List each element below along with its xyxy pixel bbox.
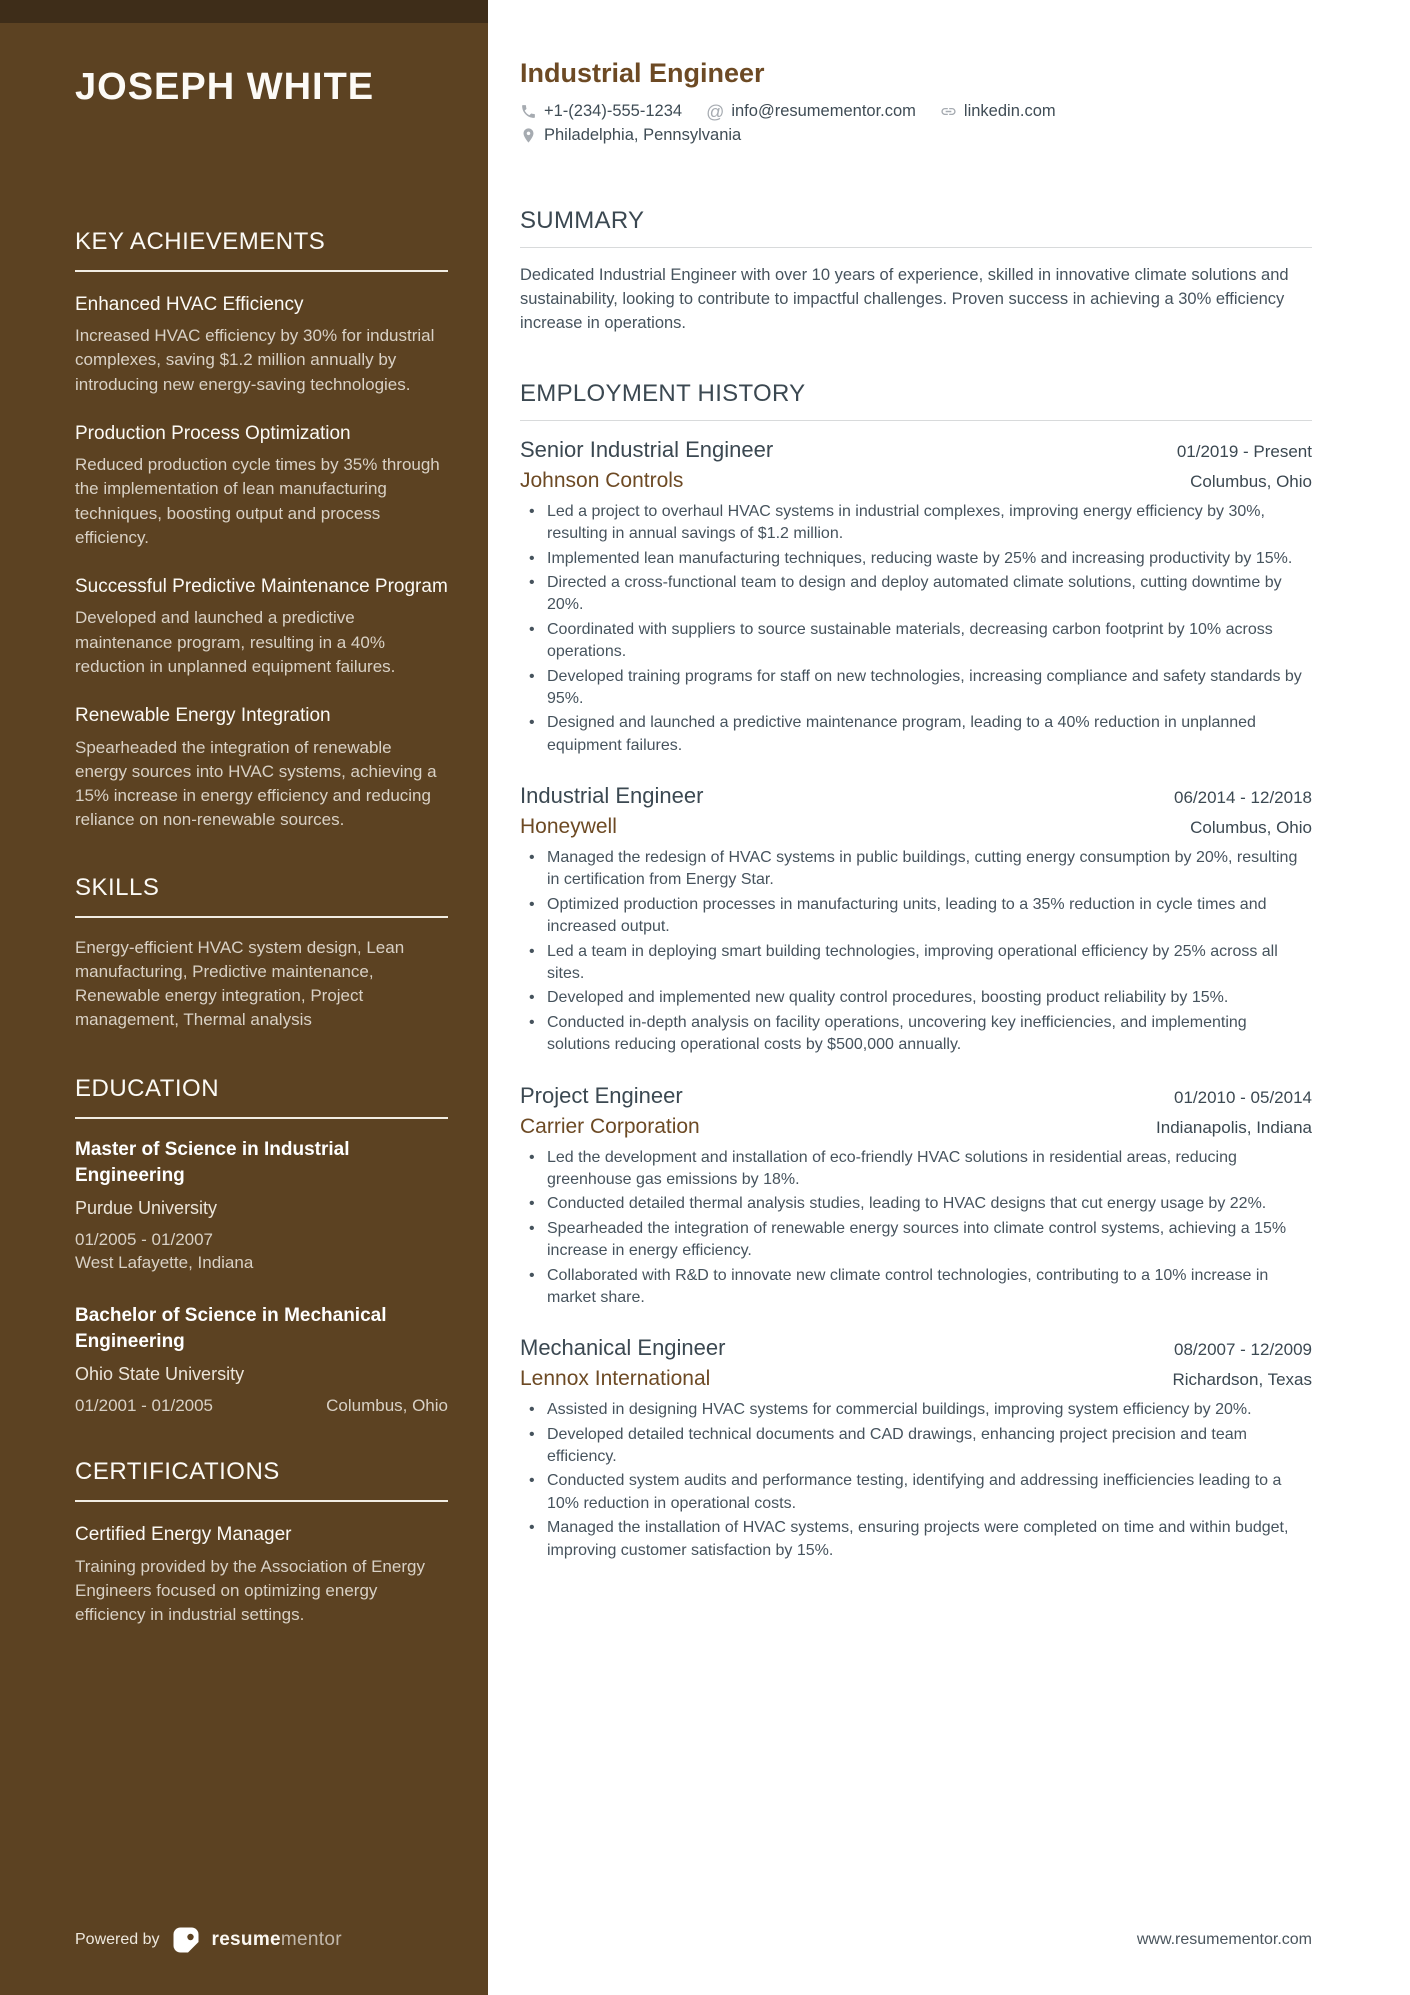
job-bullet: • Directed a cross-functional team to design and deploy automated climate solutions, cutting downtime by 20%. (520, 572, 1312, 617)
certification-item-text: Training provided by the Association of Energy Engineers focused on optimizing energy efficiency in industrial settings. (75, 1557, 425, 1625)
education-list (75, 1137, 448, 1417)
skills-text: Energy-efficient HVAC system design, Lean manufacturing, Predictive maintenance, Renewable energy integration, Project management, Thermal analysis (75, 938, 405, 1030)
link-icon (940, 103, 957, 120)
resume-main-column (488, 0, 1410, 1995)
job-bullet: • Led a team in deploying smart building technologies, improving operational efficiency by 25% across all sites. (520, 941, 1312, 986)
contact-website-value: linkedin.com (963, 102, 1056, 120)
certifications-heading: CERTIFICATIONS (75, 1458, 280, 1486)
at-icon: @ (706, 101, 725, 122)
powered-by-footer (75, 1927, 448, 1953)
job-header-row (520, 437, 1312, 463)
job-dates: 01/2019 - Present (1176, 441, 1312, 461)
education-degree: Bachelor of Science in Mechanical Engineering (75, 1304, 387, 1353)
education-item (75, 1137, 448, 1273)
job-title: Industrial Engineer (520, 783, 704, 809)
job-bullet: • Led a project to overhaul HVAC systems in industrial complexes, improving energy efficiency by 30%, resulting in annual savings of $1.2 million. (520, 501, 1312, 546)
section-divider (75, 270, 448, 272)
achievement-item (75, 703, 448, 832)
job-bullet: • Designed and launched a predictive maintenance program, leading to a 40% reduction in unplanned equipment failures. (520, 712, 1312, 757)
contact-email[interactable] (706, 102, 916, 121)
footer-website-url[interactable]: www.resumementor.com (1136, 1931, 1312, 1948)
job-location: Columbus, Ohio (1190, 818, 1312, 838)
key-achievements-heading: KEY ACHIEVEMENTS (75, 227, 326, 255)
certifications-list (75, 1522, 448, 1627)
job-bullets (520, 847, 1312, 1057)
job-company: Carrier Corporation (520, 1114, 700, 1138)
education-location: West Lafayette, Indiana (75, 1252, 254, 1272)
education-dates: 01/2005 - 01/2007 (75, 1229, 214, 1249)
job-entry (520, 1335, 1312, 1562)
job-dates: 08/2007 - 12/2009 (1173, 1340, 1312, 1360)
phone-icon (520, 103, 537, 120)
job-bullet: • Optimized production processes in manufacturing units, leading to a 35% reduction in cycle times and increased output. (520, 894, 1312, 939)
education-heading: EDUCATION (75, 1074, 220, 1102)
achievement-item-text: Developed and launched a predictive maintenance program, resulting in a 40% reduction in unplanned equipment failures. (75, 608, 396, 676)
job-title: Mechanical Engineer (520, 1335, 726, 1361)
powered-by-label: Powered by (75, 1931, 160, 1948)
achievement-item-title: Production Process Optimization (75, 422, 351, 444)
achievement-item-title: Renewable Energy Integration (75, 704, 331, 726)
job-header-row (520, 1335, 1312, 1361)
achievement-item (75, 421, 448, 550)
summary-heading: SUMMARY (520, 207, 645, 234)
contact-location-value: Philadelphia, Pennsylvania (544, 126, 742, 144)
job-company-row (520, 469, 1312, 493)
job-company: Lennox International (520, 1367, 711, 1391)
contact-row-2 (520, 126, 1312, 145)
education-item (75, 1303, 448, 1416)
sidebar-top-band (0, 0, 488, 23)
job-bullet: • Collaborated with R&D to innovate new climate control technologies, contributing to a 10% increase in market share. (520, 1265, 1312, 1310)
candidate-name: JOSEPH WHITE (75, 66, 375, 108)
job-header-row (520, 1083, 1312, 1109)
contact-email-value: info@resumementor.com (731, 102, 916, 120)
section-divider (520, 247, 1312, 248)
job-company-row (520, 1367, 1312, 1391)
certifications-section (75, 1458, 448, 1627)
contact-block (520, 102, 1312, 145)
job-title: Project Engineer (520, 1082, 683, 1108)
job-dates: 06/2014 - 12/2018 (1173, 788, 1312, 808)
achievements-list (75, 292, 448, 832)
job-bullets (520, 1147, 1312, 1310)
job-bullet: • Conducted detailed thermal analysis studies, leading to HVAC designs that cut energy usage by 22%. (520, 1193, 1312, 1215)
job-bullet: • Coordinated with suppliers to source sustainable materials, decreasing carbon footprint by 10% across operations. (520, 619, 1312, 664)
education-degree: Master of Science in Industrial Engineering (75, 1138, 350, 1186)
job-bullet: • Led the development and installation of eco-friendly HVAC solutions in residential areas, reducing greenhouse gas emissions by 18%. (520, 1147, 1312, 1192)
section-divider (75, 1117, 448, 1119)
job-bullet: • Spearheaded the integration of renewable energy sources into climate control systems, achieving a 15% increase in energy efficiency. (520, 1218, 1312, 1263)
employment-history-section (520, 380, 1312, 1562)
summary-section (520, 207, 1312, 336)
achievement-item-text: Increased HVAC efficiency by 30% for industrial complexes, saving $1.2 million annually by introducing new energy-saving technologies. (75, 326, 435, 394)
achievement-item-text: Spearheaded the integration of renewable energy sources into HVAC systems, achieving a 15% increase in energy efficiency and reducing reliance on non-renewable sources. (75, 737, 437, 829)
key-achievements-section (75, 228, 448, 832)
achievement-item-title: Successful Predictive Maintenance Program (75, 575, 448, 597)
sidebar (0, 0, 488, 1995)
job-entry (520, 437, 1312, 757)
page-title-job-role: Industrial Engineer (520, 58, 765, 88)
job-company-row (520, 815, 1312, 839)
job-location: Indianapolis, Indiana (1156, 1117, 1312, 1137)
summary-text: Dedicated Industrial Engineer with over 10 years of experience, skilled in innovative climate solutions and sustainability, looking to contribute to impactful challenges. Proven success in achieving a 30% efficiency increase in operations. (520, 266, 1289, 332)
job-entry (520, 783, 1312, 1057)
employment-history-heading: EMPLOYMENT HISTORY (520, 379, 806, 407)
job-company: Honeywell (520, 815, 617, 839)
job-dates: 01/2010 - 05/2014 (1173, 1087, 1312, 1107)
job-bullets (520, 501, 1312, 757)
contact-location (520, 126, 741, 145)
education-school: Ohio State University (75, 1364, 245, 1385)
education-section (75, 1075, 448, 1417)
job-bullets (520, 1399, 1312, 1562)
job-location: Columbus, Ohio (1190, 471, 1312, 491)
education-location: Columbus, Ohio (326, 1396, 448, 1416)
education-school: Purdue University (75, 1197, 218, 1218)
job-company: Johnson Controls (520, 468, 684, 492)
contact-phone-value: +1-(234)-555-1234 (544, 102, 683, 120)
job-bullet: • Assisted in designing HVAC systems for commercial buildings, improving system efficiency by 20%. (520, 1399, 1312, 1421)
job-title: Senior Industrial Engineer (520, 436, 774, 462)
brand-bold: resume (211, 1929, 281, 1950)
brand-light: mentor (280, 1929, 342, 1950)
resumementor-wordmark (212, 1929, 342, 1951)
resumementor-logo-icon (173, 1927, 199, 1953)
education-dates-row (75, 1396, 448, 1416)
job-bullet: • Conducted system audits and performance testing, identifying and addressing inefficiencies leading to a 10% reduction in operational costs. (520, 1470, 1312, 1515)
jobs-list (520, 437, 1312, 1562)
section-divider (75, 916, 448, 918)
achievement-item (75, 292, 448, 397)
skills-section (75, 874, 448, 1033)
job-location: Richardson, Texas (1172, 1370, 1312, 1390)
job-bullet: • Managed the redesign of HVAC systems in public buildings, cutting energy consumption by 20%, resulting in certification from Energy Star. (520, 847, 1312, 892)
job-bullet: • Developed training programs for staff on new technologies, increasing compliance and safety standards by 95%. (520, 666, 1312, 711)
contact-phone (520, 102, 682, 121)
job-bullet: • Conducted in-depth analysis on facility operations, uncovering key inefficiencies, and implementing solutions reducing operational costs by $500,000 annually. (520, 1012, 1312, 1057)
job-header-row (520, 783, 1312, 809)
skills-heading: SKILLS (75, 874, 160, 901)
pin-icon (520, 127, 537, 144)
job-bullet: • Developed and implemented new quality control procedures, boosting product reliability by 15%. (520, 987, 1312, 1009)
achievement-item-title: Enhanced HVAC Efficiency (75, 293, 304, 315)
section-divider (75, 1500, 448, 1502)
achievement-item-text: Reduced production cycle times by 35% through the implementation of lean manufacturing techniques, boosting output and process efficiency. (75, 455, 440, 547)
section-divider (520, 420, 1312, 421)
certification-item-title: Certified Energy Manager (75, 1524, 292, 1546)
job-company-row (520, 1115, 1312, 1139)
job-bullet: • Developed detailed technical documents and CAD drawings, enhancing project precision and team efficiency. (520, 1424, 1312, 1469)
certification-item (75, 1522, 448, 1627)
job-bullet: • Implemented lean manufacturing techniques, reducing waste by 25% and increasing productivity by 15%. (520, 548, 1312, 570)
job-entry (520, 1083, 1312, 1310)
achievement-item (75, 574, 448, 679)
contact-row-1 (520, 102, 1312, 121)
education-dates: 01/2001 - 01/2005 (75, 1396, 214, 1416)
job-bullet: • Managed the installation of HVAC systems, ensuring projects were completed on time and within budget, improving customer satisfaction by 15%. (520, 1517, 1312, 1562)
contact-website[interactable] (940, 102, 1056, 121)
